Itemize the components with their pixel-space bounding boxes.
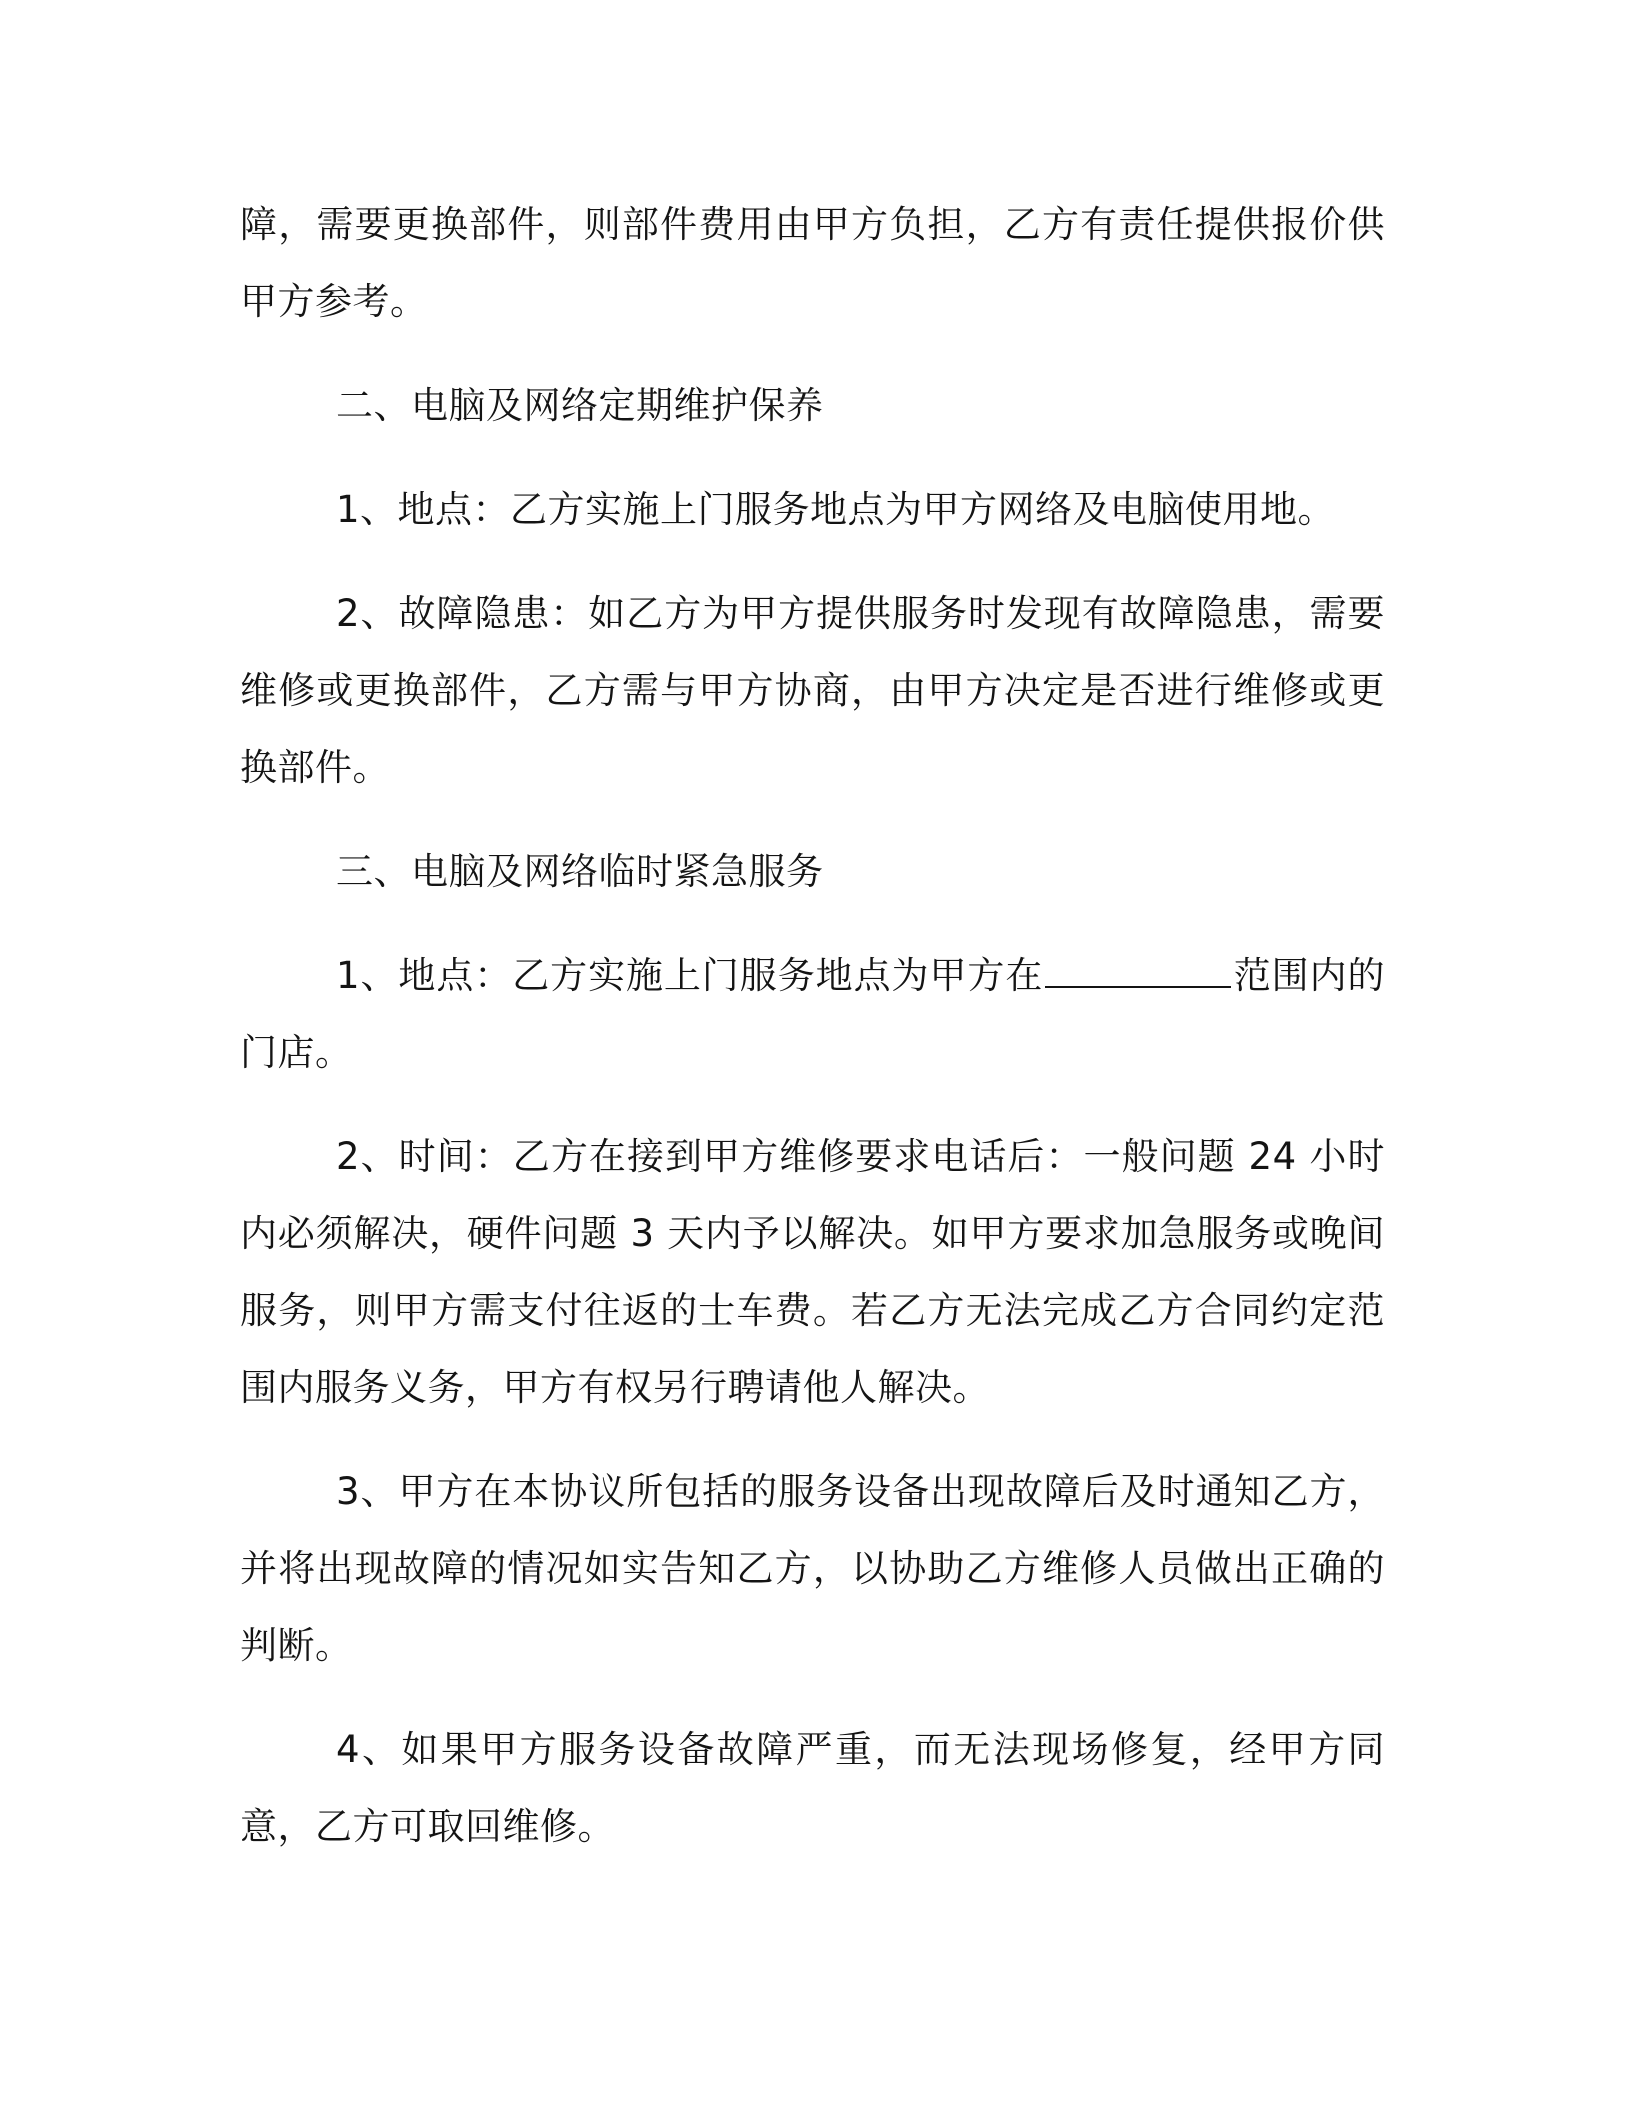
paragraph-location-blank [240,937,1385,1091]
section-heading-three: 三、电脑及网络临时紧急服务 [336,850,824,893]
fill-in-blank [1045,956,1231,988]
location-text-after: 范围内的门店。 [240,954,1385,1074]
paragraph-fault-hazard: 2、故障隐患：如乙方为甲方提供服务时发现有故障隐患，需要维修或更换部件，乙方需与甲方协商，由甲方决定是否进行维修或更换部件。 [240,592,1385,789]
section-heading-two: 二、电脑及网络定期维护保养 [336,384,824,427]
paragraph-notify: 3、甲方在本协议所包括的服务设备出现故障后及时通知乙方，并将出现故障的情况如实告知乙方，以协助乙方维修人员做出正确的判断。 [240,1470,1385,1667]
paragraph-location: 1、地点：乙方实施上门服务地点为甲方网络及电脑使用地。 [336,488,1336,531]
document-body [240,186,1385,1892]
paragraph-time: 2、时间：乙方在接到甲方维修要求电话后：一般问题 24 小时内必须解决，硬件问题 3 天内予以解决。如甲方要求加急服务或晚间服务，则甲方需支付往返的士车费。若乙方无法完成乙方合同约定范围内服务义务，甲方有权另行聘请他人解决。 [240,1135,1385,1409]
paragraph-continuation: 障，需要更换部件，则部件费用由甲方负担，乙方有责任提供报价供甲方参考。 [240,203,1385,323]
paragraph-repair: 4、如果甲方服务设备故障严重，而无法现场修复，经甲方同意，乙方可取回维修。 [240,1728,1385,1848]
location-text-before: 1、地点：乙方实施上门服务地点为甲方在 [336,954,1044,997]
